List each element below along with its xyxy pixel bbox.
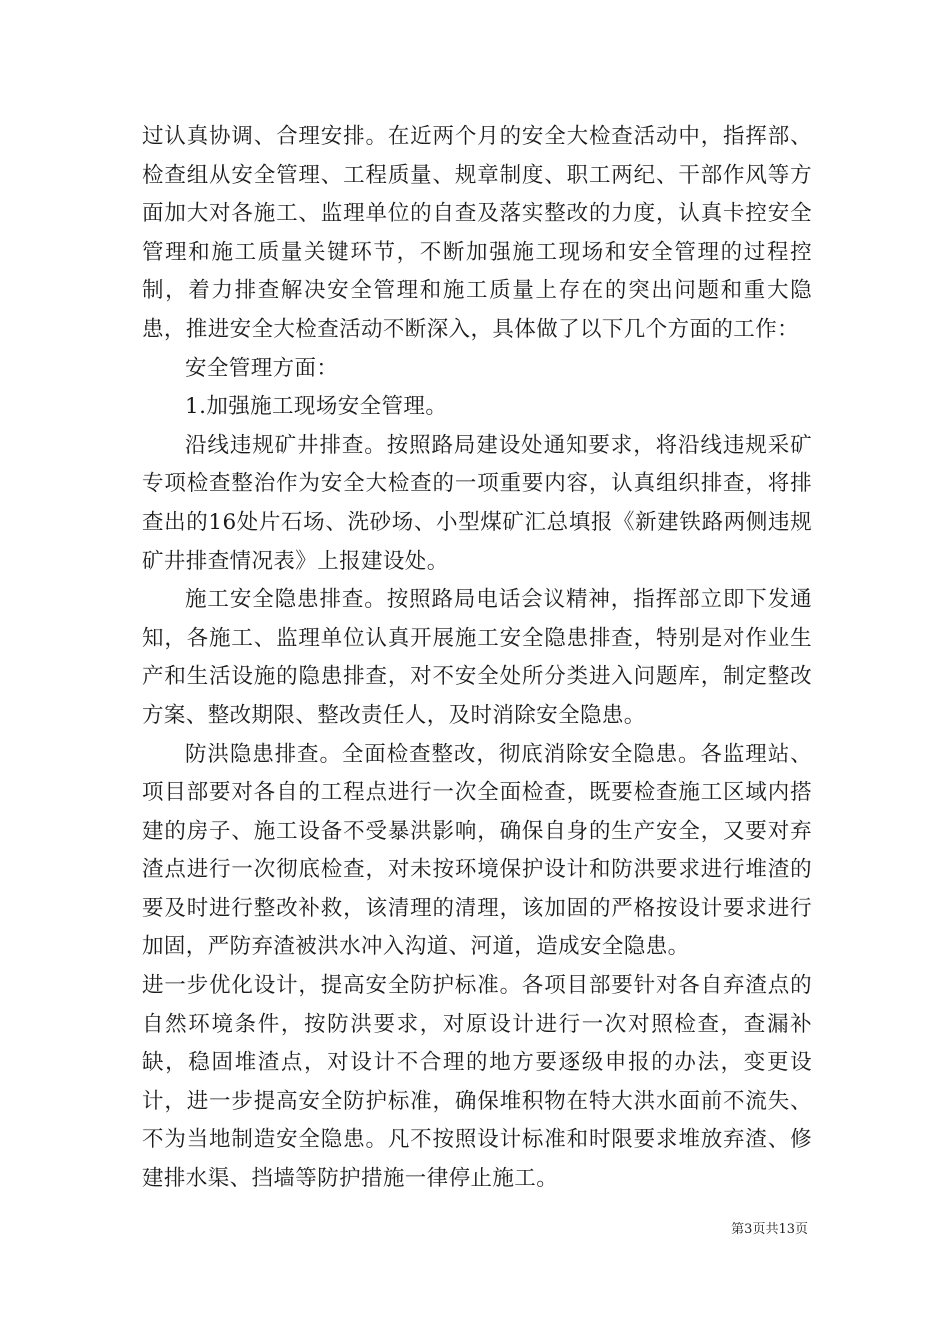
paragraph-2: 安全管理方面： (185, 355, 339, 381)
paragraph-3: 1.加强施工现场安全管理。 (185, 394, 448, 420)
document-body (142, 118, 812, 1199)
page-number-footer: 第3页共13页 (731, 1222, 808, 1237)
paragraph-4: 沿线违规矿井排查。按照路局建设处通知要求，将沿线违规采矿专项检查整治作为安全大检查的一项重要内容，认真组织排查，将排查出的16处片石场、洗砂场、小型煤矿汇总填报《新建铁路两侧违规矿井排查情况表》上报建设处。 (142, 432, 812, 574)
paragraph-7: 进一步优化设计，提高安全防护标准。各项目部要针对各自弃渣点的自然环境条件，按防洪要求，对原设计进行一次对照检查，查漏补缺，稳固堆渣点，对设计不合理的地方要逐级申报的办法，变更设计，进一步提高安全防护标准，确保堆积物在特大洪水面前不流失、不为当地制造安全隐患。凡不按照设计标准和时限要求堆放弃渣、修建排水渠、挡墙等防护措施一律停止施工。 (142, 973, 812, 1192)
paragraph-1: 过认真协调、合理安排。在近两个月的安全大检查活动中，指挥部、检查组从安全管理、工程质量、规章制度、职工两纪、干部作风等方面加大对各施工、监理单位的自查及落实整改的力度，认真卡控安全管理和施工质量关键环节，不断加强施工现场和安全管理的过程控制，着力排查解决安全管理和施工质量上存在的突出问题和重大隐患，推进安全大检查活动不断深入，具体做了以下几个方面的工作： (142, 124, 812, 342)
paragraph-6: 防洪隐患排查。全面检查整改，彻底消除安全隐患。各监理站、项目部要对各自的工程点进行一次全面检查，既要检查施工区域内搭建的房子、施工设备不受暴洪影响，确保自身的生产安全，又要对弃渣点进行一次彻底检查，对未按环境保护设计和防洪要求进行堆渣的要及时进行整改补救，该清理的清理，该加固的严格按设计要求进行加固，严防弃渣被洪水冲入沟道、河道，造成安全隐患。 (142, 741, 812, 960)
paragraph-5: 施工安全隐患排查。按照路局电话会议精神，指挥部立即下发通知，各施工、监理单位认真开展施工安全隐患排查，特别是对作业生产和生活设施的隐患排查，对不安全处所分类进入问题库，制定整改方案、整改期限、整改责任人，及时消除安全隐患。 (142, 587, 812, 728)
